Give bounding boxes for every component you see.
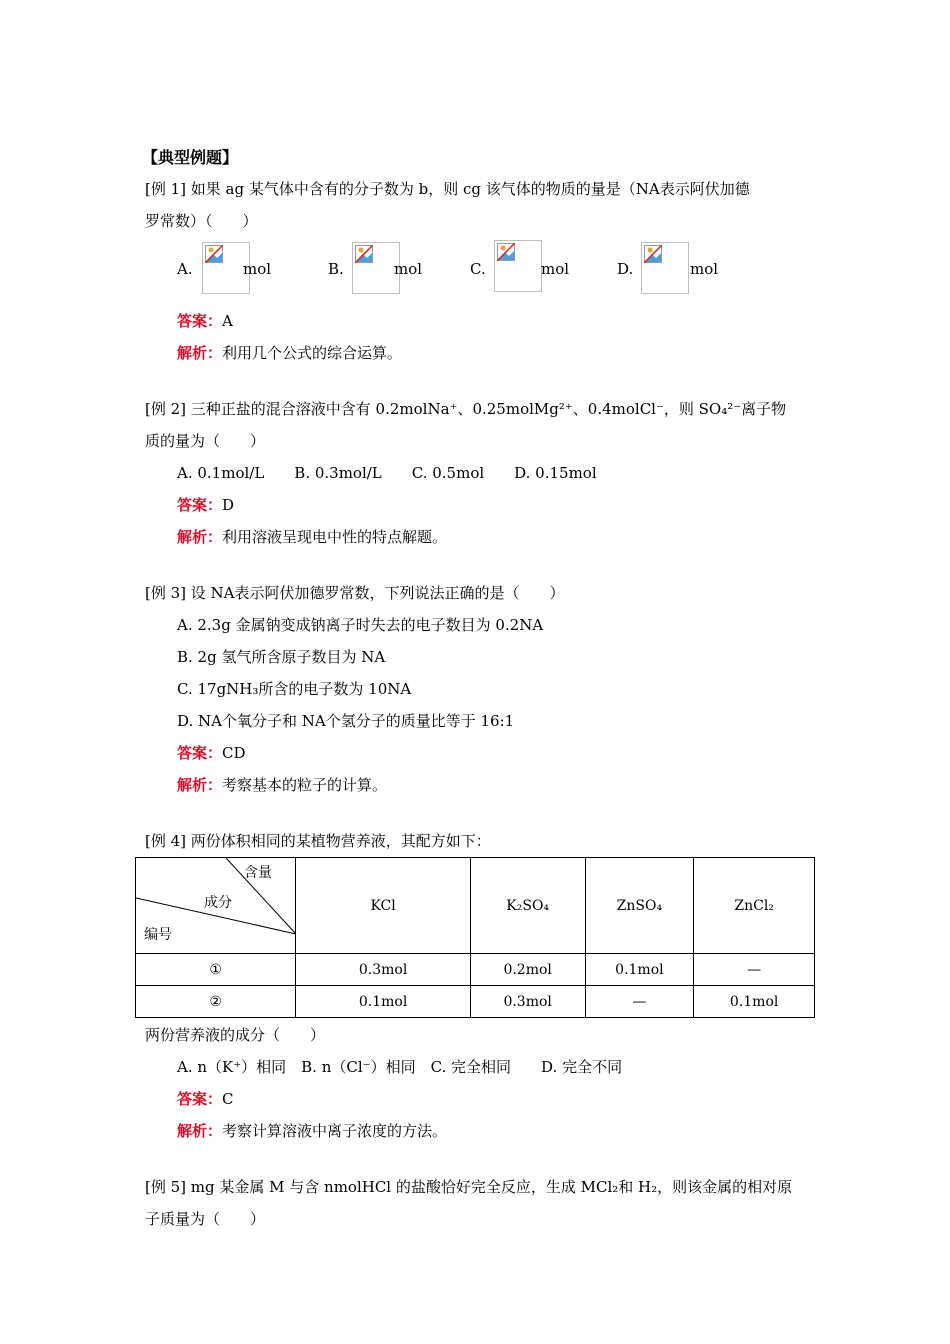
answer-label: 答案： — [177, 744, 223, 762]
ex2-answer: D — [222, 496, 235, 514]
ex1-option-a-unit: mol — [243, 260, 272, 278]
diag-header-number: 编号 — [144, 927, 172, 943]
table-cell: — — [694, 954, 815, 986]
column-header: ZnCl₂ — [694, 858, 815, 954]
analysis-label: 解析： — [177, 344, 223, 362]
ex3-answer: CD — [222, 744, 246, 762]
table-cell: 0.1mol — [296, 986, 470, 1018]
table-cell: 0.3mol — [296, 954, 470, 986]
ex4-line1: [例 4] 两份体积相同的某植物营养液，其配方如下： — [145, 832, 491, 850]
ex3-analysis: 考察基本的粒子的计算。 — [222, 776, 388, 794]
image-placeholder-icon — [641, 242, 689, 294]
ex3-option-b: B. 2g 氢气所含原子数目为 NA — [177, 648, 386, 666]
ex2-line1: [例 2] 三种正盐的混合溶液中含有 0.2molNa⁺、0.25molMg²⁺、0.4molCl⁻，则 SO₄²⁻离子物 — [145, 400, 787, 418]
answer-label: 答案： — [177, 1090, 223, 1108]
ex4-options: A. n（K⁺）相同 B. n（Cl⁻）相同 C. 完全相同 D. 完全不同 — [177, 1058, 623, 1076]
image-placeholder-icon — [494, 240, 542, 292]
image-placeholder-icon — [352, 242, 400, 294]
ex2-analysis: 利用溶液呈现电中性的特点解题。 — [222, 528, 448, 546]
ex4-analysis: 考察计算溶液中离子浓度的方法。 — [222, 1122, 448, 1140]
ex3-line1: [例 3] 设 NA表示阿伏加德罗常数，下列说法正确的是（ ） — [145, 584, 565, 602]
ex1-analysis: 利用几个公式的综合运算。 — [222, 344, 403, 362]
ex2-options: A. 0.1mol/L B. 0.3mol/L C. 0.5mol D. 0.15mol — [177, 464, 597, 482]
column-header: KCl — [296, 858, 470, 954]
ex1-option-a-label: A. — [177, 260, 193, 278]
ex1-option-d-label: D. — [617, 260, 634, 278]
answer-label: 答案： — [177, 496, 223, 514]
table-row — [136, 954, 815, 986]
analysis-label: 解析： — [177, 1122, 223, 1140]
table-cell: 0.2mol — [470, 954, 585, 986]
column-header: K₂SO₄ — [470, 858, 585, 954]
analysis-label: 解析： — [177, 776, 223, 794]
diag-header-content: 含量 — [244, 865, 272, 881]
row-id: ② — [136, 986, 296, 1018]
ex1-answer: A — [222, 312, 233, 330]
ex3-option-c: C. 17gNH₃所含的电子数为 10NA — [177, 680, 412, 698]
table-cell: — — [585, 986, 694, 1018]
ex4-question: 两份营养液的成分（ ） — [145, 1026, 326, 1044]
ex3-option-d: D. NA个氧分子和 NA个氢分子的质量比等于 16:1 — [177, 712, 515, 730]
formula-table — [135, 857, 815, 1018]
ex1-option-b-unit: mol — [394, 260, 423, 278]
ex4-answer: C — [222, 1090, 234, 1108]
row-id: ① — [136, 954, 296, 986]
column-header: ZnSO₄ — [585, 858, 694, 954]
ex1-option-d-unit: mol — [690, 260, 719, 278]
ex1-option-c-label: C. — [470, 260, 486, 278]
answer-label: 答案： — [177, 312, 223, 330]
diagonal-header-cell — [136, 858, 296, 954]
ex5-line1: [例 5] mg 某金属 M 与含 nmolHCl 的盐酸恰好完全反应，生成 MCl₂和 H₂，则该金属的相对原 — [145, 1178, 793, 1196]
table-cell: 0.1mol — [585, 954, 694, 986]
ex3-option-a: A. 2.3g 金属钠变成钠离子时失去的电子数目为 0.2NA — [177, 616, 544, 634]
table-cell: 0.1mol — [694, 986, 815, 1018]
ex1-option-b-label: B. — [328, 260, 344, 278]
diag-header-component: 成分 — [204, 895, 232, 911]
ex1-line1: [例 1] 如果 ag 某气体中含有的分子数为 b，则 cg 该气体的物质的量是（NA表示阿伏加德 — [145, 180, 750, 198]
ex1-option-c-unit: mol — [541, 260, 570, 278]
ex1-line2: 罗常数）（ ） — [145, 212, 258, 230]
table-row — [136, 986, 815, 1018]
ex2-line2: 质的量为（ ） — [145, 432, 266, 450]
analysis-label: 解析： — [177, 528, 223, 546]
table-cell: 0.3mol — [470, 986, 585, 1018]
ex5-line2: 子质量为（ ） — [145, 1210, 266, 1228]
section-title: 【典型例题】 — [142, 148, 239, 167]
